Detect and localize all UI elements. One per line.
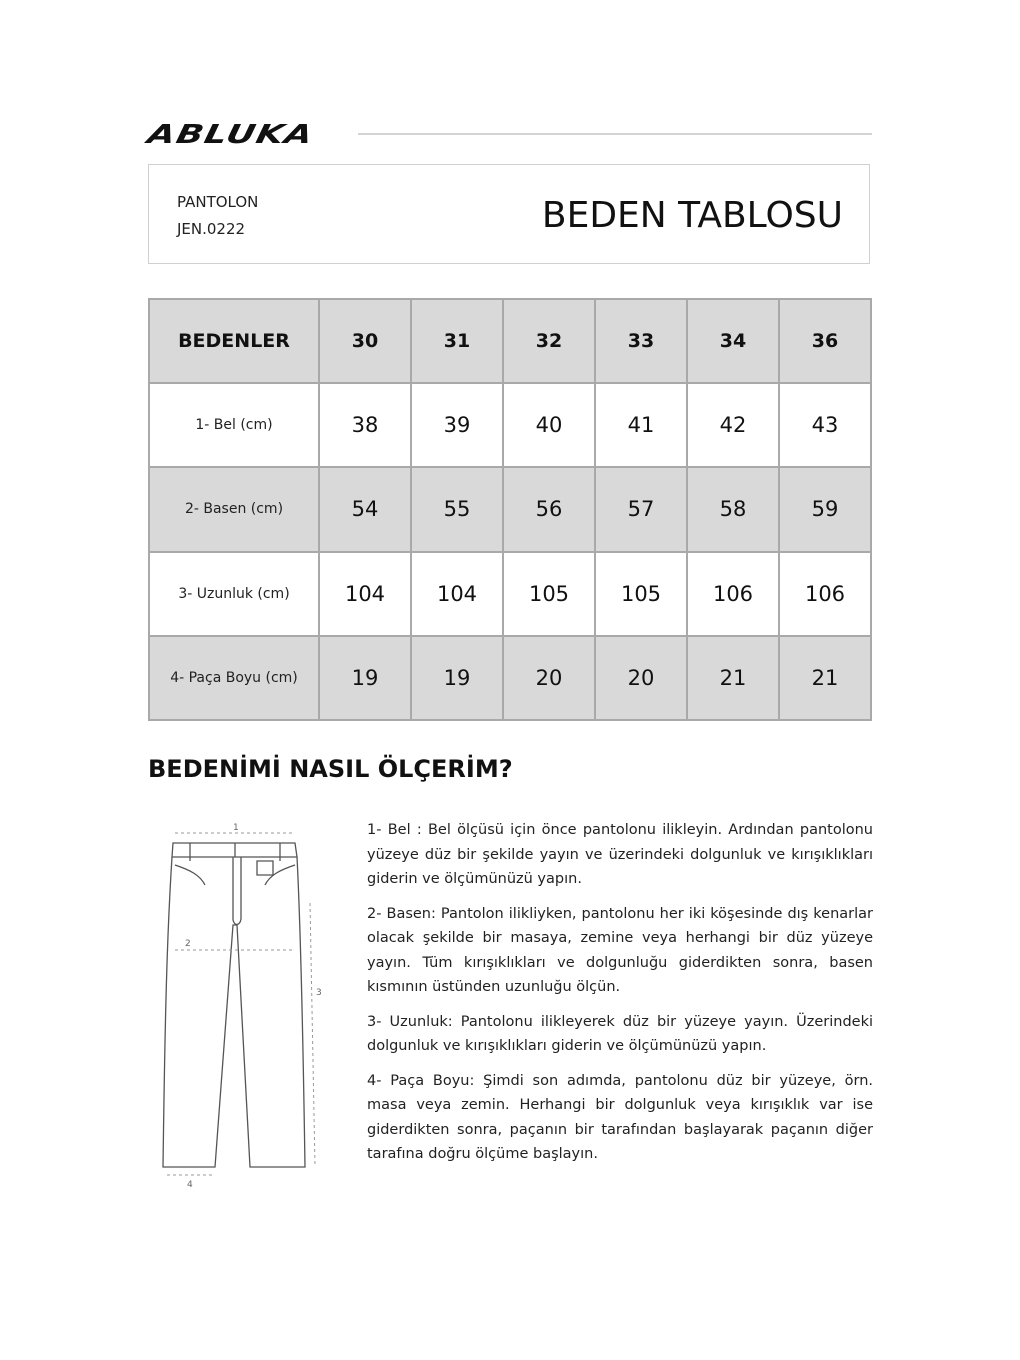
figure-label: 2 [185, 939, 191, 949]
row-label: 3- Uzunluk (cm) [149, 552, 319, 636]
table-cell: 104 [319, 552, 411, 636]
brand-logo: ABLUKA [144, 120, 317, 150]
table-cell: 106 [687, 552, 779, 636]
pants-diagram-icon [145, 815, 335, 1190]
header-box [148, 164, 870, 264]
brand-divider [358, 133, 872, 135]
brand-row [144, 120, 872, 150]
table-cell: 54 [319, 467, 411, 551]
row-label: 2- Basen (cm) [149, 467, 319, 551]
size-table [148, 298, 872, 721]
table-cell: 43 [779, 383, 871, 467]
instruction-waist: 1- Bel : Bel ölçüsü için önce pantolonu ilikleyin. Ardından pantolonu yüzeye düz bir şekilde yayın ve üzerindeki dolgunluk ve kırışıklıkları giderin ve ölçümünüzü yapın. [367, 822, 873, 887]
howto-title: BEDENİMİ NASIL ÖLÇERİM? [148, 755, 513, 783]
table-row [149, 383, 871, 467]
instruction-hip: 2- Basen: Pantolon ilikliyken, pantolonu her iki köşesinde dış kenarlar olacak şekilde bir masaya, zemine veya herhangi bir düz yüzeye yayın. Tüm kırışıklıkları ve dolgunluğu giderdikten sonra, basen kısmının üstünden uzunluğu ölçün. [367, 905, 873, 995]
table-cell: 42 [687, 383, 779, 467]
instruction-hem: 4- Paça Boyu: Şimdi son adımda, pantolonu düz bir yüzeye, örn. masa veya zemin. Herhangi bir dolgunluk veya kırışıklık var ise giderdikten sonra, paçanın bir tarafından başlayarak paçanın diğer tarafına doğru ölçüme başlayın. [367, 1072, 873, 1162]
table-cell: 55 [411, 467, 503, 551]
table-cell: 20 [503, 636, 595, 720]
table-row [149, 467, 871, 551]
table-cell: 19 [411, 636, 503, 720]
product-category: PANTOLON [177, 193, 259, 211]
table-cell: 56 [503, 467, 595, 551]
table-cell: 38 [319, 383, 411, 467]
table-cell: 104 [411, 552, 503, 636]
product-code: JEN.0222 [177, 220, 246, 238]
table-header-row [149, 299, 871, 383]
header-cell-size: 30 [319, 299, 411, 383]
header-cell-sizes-label: BEDENLER [149, 299, 319, 383]
table-cell: 105 [503, 552, 595, 636]
instruction-length: 3- Uzunluk: Pantolonu ilikleyerek düz bir yüzeye yayın. Üzerindeki dolgunluk ve kırışıklıkları giderin ve ölçümünüzü yapın. [367, 1013, 873, 1054]
table-cell: 20 [595, 636, 687, 720]
figure-label: 4 [187, 1180, 193, 1190]
table-cell: 19 [319, 636, 411, 720]
page-title: BEDEN TABLOSU [541, 195, 843, 236]
table-cell: 106 [779, 552, 871, 636]
row-label: 4- Paça Boyu (cm) [149, 636, 319, 720]
header-cell-size: 33 [595, 299, 687, 383]
table-cell: 41 [595, 383, 687, 467]
header-cell-size: 31 [411, 299, 503, 383]
table-cell: 59 [779, 467, 871, 551]
header-cell-size: 34 [687, 299, 779, 383]
table-cell: 39 [411, 383, 503, 467]
header-cell-size: 36 [779, 299, 871, 383]
row-label: 1- Bel (cm) [149, 383, 319, 467]
table-cell: 21 [779, 636, 871, 720]
table-row [149, 636, 871, 720]
pants-measurement-figure [145, 815, 335, 1190]
table-cell: 40 [503, 383, 595, 467]
header-cell-size: 32 [503, 299, 595, 383]
figure-label: 3 [316, 988, 322, 998]
table-cell: 105 [595, 552, 687, 636]
instructions [367, 818, 873, 1177]
figure-label: 1 [233, 823, 239, 833]
table-cell: 21 [687, 636, 779, 720]
table-row [149, 552, 871, 636]
table-cell: 58 [687, 467, 779, 551]
table-cell: 57 [595, 467, 687, 551]
